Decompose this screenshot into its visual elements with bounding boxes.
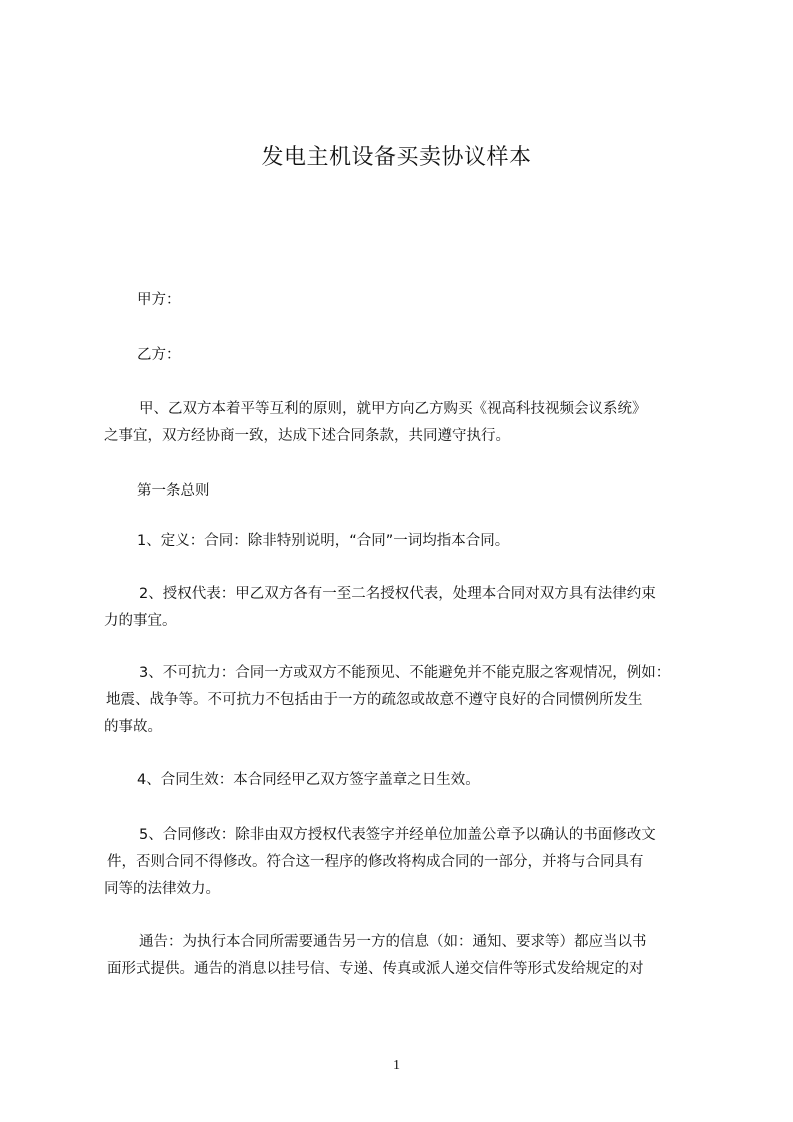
document-title: 发电主机设备买卖协议样本 xyxy=(261,145,532,170)
clause-3-line-3: 的事故。 xyxy=(104,719,162,735)
notice-line-2: 面形式提供。通告的消息以挂号信、专递、传真或派人递交信件等形式发给规定的对 xyxy=(107,961,644,977)
party-b-label: 乙方： xyxy=(137,347,181,363)
clause-5-line-1: 5、合同修改：除非由双方授权代表签字并经单位加盖公章予以确认的书面修改文 xyxy=(139,827,656,843)
clause-2-line-1: 2、授权代表：甲乙双方各有一至二名授权代表，处理本合同对双方具有法律约束 xyxy=(139,586,656,602)
article-1-heading: 第一条总则 xyxy=(137,483,210,499)
clause-3-line-2: 地震、战争等。不可抗力不包括由于一方的疏忽或故意不遵守良好的合同惯例所发生 xyxy=(106,692,643,708)
intro-line-1: 甲、乙双方本着平等互利的原则，就甲方向乙方购买《视高科技视频会议系统》 xyxy=(139,401,647,417)
intro-line-2: 之事宜，双方经协商一致，达成下述合同条款，共同遵守执行。 xyxy=(104,428,510,444)
notice-line-1: 通告：为执行本合同所需要通告另一方的信息（如：通知、要求等）都应当以书 xyxy=(139,934,647,950)
clause-2-line-2: 力的事宜。 xyxy=(104,613,177,629)
clause-5-line-2: 件，否则合同不得修改。符合这一程序的修改将构成合同的一部分，并将与合同具有 xyxy=(107,854,644,870)
clause-5-line-3: 同等的法律效力。 xyxy=(104,881,220,897)
clause-3-line-1: 3、不可抗力：合同一方或双方不能预见、不能避免并不能克服之客观情况，例如： xyxy=(139,665,671,681)
clause-4-effective: 4、合同生效：本合同经甲乙双方签字盖章之日生效。 xyxy=(137,772,480,788)
clause-1-definition: 1、定义：合同：除非特别说明，“合同”一词均指本合同。 xyxy=(137,533,510,549)
party-a-label: 甲方： xyxy=(137,292,181,308)
page-number: 1 xyxy=(393,1058,400,1073)
